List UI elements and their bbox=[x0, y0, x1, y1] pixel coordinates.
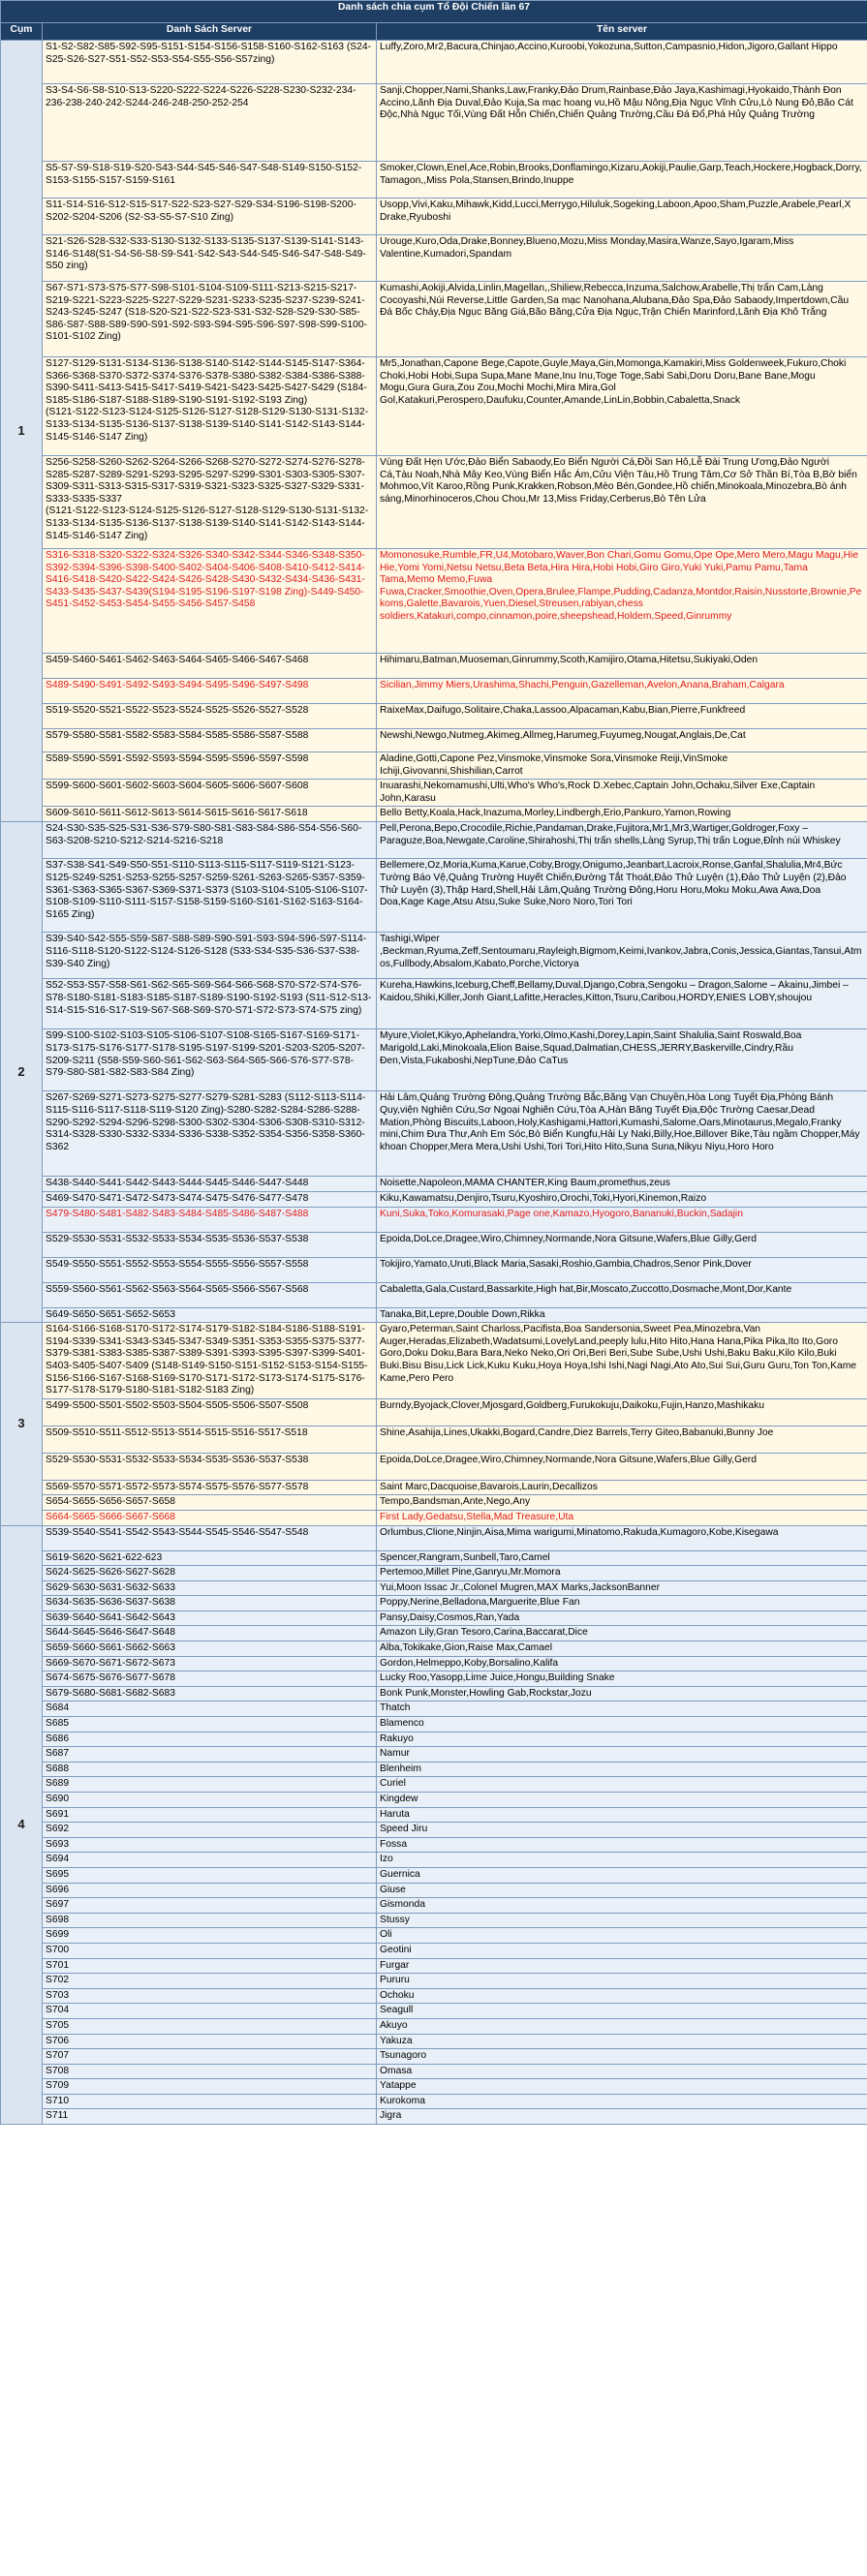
table-row bbox=[1, 1958, 867, 1974]
server-list-cell: S599-S600-S601-S602-S603-S604-S605-S606-S607-S608 bbox=[43, 780, 377, 807]
server-list-cell: S459-S460-S461-S462-S463-S464-S465-S466-S467-S468 bbox=[43, 654, 377, 679]
table-row bbox=[1, 1837, 867, 1853]
server-list-cell: S697 bbox=[43, 1898, 377, 1914]
table-row bbox=[1, 679, 867, 704]
server-name-cell: Aladine,Gotti,Capone Pez,Vinsmoke,Vinsmoke Sora,Vinsmoke Reiji,VinSmoke Ichiji,Givovanni,Shishilian,Carrot bbox=[377, 752, 867, 780]
server-name-cell: Poppy,Nerine,Belladona,Marguerite,Blue Fan bbox=[377, 1596, 867, 1611]
table-row bbox=[1, 1525, 867, 1550]
server-list-cell: S700 bbox=[43, 1943, 377, 1958]
server-name-cell: Myure,Violet,Kikyo,Aphelandra,Yorki,Olmo,Kashi,Dorey,Lapin,Saint Shalulia,Saint Roswald,Boa Marigold,Laki,Minokoala,Elion Baise,Squad,Dalmatian,CHESS,JERRY,Baskerville,Cindry,Rầu Đen,Vista,Fukaboshi,NepTune,Đảo CaTus bbox=[377, 1029, 867, 1091]
server-name-cell: Speed Jiru bbox=[377, 1823, 867, 1838]
server-name-cell: Namur bbox=[377, 1747, 867, 1763]
server-list-cell: S702 bbox=[43, 1974, 377, 1989]
table-row bbox=[1, 1777, 867, 1793]
server-list-cell: S489-S490-S491-S492-S493-S494-S495-S496-S497-S498 bbox=[43, 679, 377, 704]
server-list-cell: S529-S530-S531-S532-S533-S534-S535-S536-S537-S538 bbox=[43, 1453, 377, 1480]
server-name-cell: Rakuyo bbox=[377, 1732, 867, 1747]
table-row bbox=[1, 2094, 867, 2109]
server-list-cell: S690 bbox=[43, 1793, 377, 1808]
table-row bbox=[1, 1191, 867, 1207]
server-name-cell: Sanji,Chopper,Nami,Shanks,Law,Franky,Đảo Drum,Rainbase,Đảo Jaya,Kashimagi,Hyokaido,Thành Đon Accino,Lãnh Địa Duval,Đảo Kuja,Sa mạc hoang vu,Hồ Mậu Nông,Địa Ngục Vĩnh Cửu,Lò Nung Đỏ,Bão Cát Độc,Nhà Ngục Tối,Vùng Đất Hỗn Chiến,Chiến Quảng Trường,Cầu Đá Đổ,Phá Hủy Quảng Trường bbox=[377, 84, 867, 162]
server-name-cell: Geotini bbox=[377, 1943, 867, 1958]
server-list-cell: S639-S640-S641-S642-S643 bbox=[43, 1610, 377, 1626]
server-list-cell: S684 bbox=[43, 1702, 377, 1717]
server-name-cell: Gordon,Helmeppo,Koby,Borsalino,Kalifa bbox=[377, 1656, 867, 1671]
table-row bbox=[1, 1641, 867, 1657]
server-list-cell: S693 bbox=[43, 1837, 377, 1853]
table-row bbox=[1, 1177, 867, 1192]
server-name-cell: Saint Marc,Dacquoise,Bavarois,Laurin,Decallizos bbox=[377, 1480, 867, 1495]
server-list-cell: S539-S540-S541-S542-S543-S544-S545-S546-S547-S548 bbox=[43, 1525, 377, 1550]
server-name-cell: Mr5,Jonathan,Capone Bege,Capote,Guyle,Maya,Gin,Momonga,Kamakiri,Miss Goldenweek,Fukuro,Choki Choki,Hobi Hobi,Supa Supa,Mane Mane,Inu Inu,Toge Toge,Sabi Sabi,Doru Doru,Bane Bane,Mogu Mogu,Gura Gura,Zou Zou,Mochi Mochi,Mira Mira,Gol Gol,Katakuri,Perospero,Daufuku,Counter,Amande,LinLin,Bobbin,Cabaletta,Snack bbox=[377, 357, 867, 456]
server-list-cell: S438-S440-S441-S442-S443-S444-S445-S446-S447-S448 bbox=[43, 1177, 377, 1192]
server-list-cell: S519-S520-S521-S522-S523-S524-S525-S526-S527-S528 bbox=[43, 704, 377, 729]
table-row bbox=[1, 1853, 867, 1868]
server-name-cell: Amazon Lily,Gran Tesoro,Carina,Baccarat,Dice bbox=[377, 1626, 867, 1641]
table-row bbox=[1, 357, 867, 456]
server-list-cell: S691 bbox=[43, 1807, 377, 1823]
server-name-cell: Jigra bbox=[377, 2109, 867, 2125]
table-row bbox=[1, 729, 867, 752]
table-row bbox=[1, 282, 867, 357]
server-list-cell: S654-S655-S656-S657-S658 bbox=[43, 1495, 377, 1511]
table-row bbox=[1, 1495, 867, 1511]
table-row bbox=[1, 2109, 867, 2125]
table-row bbox=[1, 1626, 867, 1641]
table-row bbox=[1, 1610, 867, 1626]
server-name-cell: Cabaletta,Gala,Custard,Bassarkite,High hat,Bir,Moscato,Zuccotto,Dosmache,Mont,Dor,Kante bbox=[377, 1282, 867, 1307]
server-list-cell: S701 bbox=[43, 1958, 377, 1974]
server-list-cell: S37-S38-S41-S49-S50-S51-S110-S113-S115-S117-S119-S121-S123-S125-S249-S251-S253-S255-S257-S259-S261-S263-S265-S357-S359-S361-S363-S365-S367-S369-S371-S373 (S103-S104-S105-S106-S107-S108-S109-S110-S111-S157-S158-S159-S160-S161-S162-S163-S164-S165 Zing) bbox=[43, 859, 377, 933]
server-name-cell: Burndy,Byojack,Clover,Mjosgard,Goldberg,Furukokuju,Daikoku,Fujin,Hanzo,Mashikaku bbox=[377, 1398, 867, 1426]
server-name-cell: Newshi,Newgo,Nutmeg,Akimeg,Allmeg,Harumeg,Fuyumeg,Nougat,Anglais,De,Cat bbox=[377, 729, 867, 752]
server-list-cell: S703 bbox=[43, 1988, 377, 2004]
server-list-cell: S674-S675-S676-S677-S678 bbox=[43, 1671, 377, 1687]
server-list-cell: S689 bbox=[43, 1777, 377, 1793]
server-list-cell: S699 bbox=[43, 1928, 377, 1944]
server-list-cell: S659-S660-S661-S662-S663 bbox=[43, 1641, 377, 1657]
table-row bbox=[1, 1762, 867, 1777]
table-row bbox=[1, 1398, 867, 1426]
server-name-cell: Kureha,Hawkins,Iceburg,Cheff,Bellamy,Duval,Django,Cobra,Sengoku – Dragon,Salome – Akainu,Jimbei – Kaidou,Shiki,Killer,Jonh Giant,Lafitte,Heracles,Kitton,Tsuru,Caribou,HORDY,ENIES LOBY,shoujou bbox=[377, 979, 867, 1029]
table-row bbox=[1, 1550, 867, 1566]
server-list-cell: S39-S40-S42-S55-S59-S87-S88-S89-S90-S91-S93-S94-S96-S97-S114-S116-S118-S120-S122-S124-S126-S128 (S33-S34-S35-S36-S37-S38-S39-S40 Zing) bbox=[43, 933, 377, 979]
server-name-cell: Haruta bbox=[377, 1807, 867, 1823]
server-list-cell: S692 bbox=[43, 1823, 377, 1838]
server-list-cell: S549-S550-S551-S552-S553-S554-S555-S556-S557-S558 bbox=[43, 1257, 377, 1282]
server-name-cell: Inuarashi,Nekomamushi,Ulti,Who's Who's,Rock D.Xebec,Captain John,Ochaku,Silver Exe,Captain John,Karasu bbox=[377, 780, 867, 807]
server-name-cell: RaixeMax,Daifugo,Solitaire,Chaka,Lassoo,Alpacaman,Kabu,Bian,Pierre,Funkfreed bbox=[377, 704, 867, 729]
server-list-cell: S479-S480-S481-S482-S483-S484-S485-S486-S487-S488 bbox=[43, 1207, 377, 1232]
server-list-cell: S707 bbox=[43, 2049, 377, 2065]
table-row bbox=[1, 1510, 867, 1525]
server-list-cell: S711 bbox=[43, 2109, 377, 2125]
server-list-cell: S1-S2-S82-S85-S92-S95-S151-S154-S156-S158-S160-S162-S163 (S24-S25-S26-S27-S51-S52-S53-S54-S55-S56-S57zing) bbox=[43, 41, 377, 84]
server-list-cell: S694 bbox=[43, 1853, 377, 1868]
server-list-cell: S704 bbox=[43, 2004, 377, 2019]
server-name-cell: Guernica bbox=[377, 1867, 867, 1883]
server-name-cell: Fossa bbox=[377, 1837, 867, 1853]
table-row bbox=[1, 1943, 867, 1958]
server-name-cell: Kurokoma bbox=[377, 2094, 867, 2109]
table-row bbox=[1, 84, 867, 162]
server-name-cell: Shine,Asahija,Lines,Ukakki,Bogard,Candre,Diez Barrels,Terry Giteo,Babanuki,Bunny Joe bbox=[377, 1426, 867, 1453]
table-row bbox=[1, 1732, 867, 1747]
table-row bbox=[1, 933, 867, 979]
server-name-cell: Curiel bbox=[377, 1777, 867, 1793]
server-name-cell: Pell,Perona,Bepo,Crocodile,Richie,Pandaman,Drake,Fujitora,Mr1,Mr3,Wartiger,Goldroger,Foxy – Paraguze,Boa,Newgate,Caroline,Shirahoshi,Thị trấn shells,Làng Syrup,Thị trấn Logue,Đỉnh núi Whiskey bbox=[377, 822, 867, 859]
server-list-cell: S634-S635-S636-S637-S638 bbox=[43, 1596, 377, 1611]
server-list-cell: S469-S470-S471-S472-S473-S474-S475-S476-S477-S478 bbox=[43, 1191, 377, 1207]
server-list-cell: S688 bbox=[43, 1762, 377, 1777]
table-row bbox=[1, 1913, 867, 1928]
server-list-cell: S509-S510-S511-S512-S513-S514-S515-S516-S517-S518 bbox=[43, 1426, 377, 1453]
server-name-cell: Omasa bbox=[377, 2064, 867, 2079]
server-name-cell: First Lady,Gedatsu,Stella,Mad Treasure,Uta bbox=[377, 1510, 867, 1525]
server-list-cell: S21-S26-S28-S32-S33-S130-S132-S133-S135-S137-S139-S141-S143-S146-S148(S1-S4-S6-S8-S9-S41-S42-S43-S44-S45-S46-S47-S48-S49-S50 zing) bbox=[43, 235, 377, 282]
table-row bbox=[1, 1566, 867, 1581]
table-row bbox=[1, 1596, 867, 1611]
server-list-cell: S529-S530-S531-S532-S533-S534-S535-S536-S537-S538 bbox=[43, 1232, 377, 1257]
table-row bbox=[1, 199, 867, 235]
table-row bbox=[1, 2079, 867, 2095]
server-name-cell: Thatch bbox=[377, 1702, 867, 1717]
server-list-cell: S664-S665-S666-S667-S668 bbox=[43, 1510, 377, 1525]
server-name-cell: Stussy bbox=[377, 1913, 867, 1928]
server-name-cell: Smoker,Clown,Enel,Ace,Robin,Brooks,Donflamingo,Kizaru,Aokiji,Paulie,Garp,Teach,Hockere,Hogback,Dorry,Tamagon,,Miss Pola,Stansen,Brindo,Inuppe bbox=[377, 162, 867, 199]
server-name-cell: Bello Betty,Koala,Hack,Inazuma,Morley,Lindbergh,Erio,Pankuro,Yamon,Rowing bbox=[377, 807, 867, 822]
server-list-cell: S679-S680-S681-S682-S683 bbox=[43, 1686, 377, 1702]
server-name-cell: Vùng Đất Hẹn Ước,Đảo Biển Sabaody,Eo Biển Người Cá,Đồi San Hô,Lễ Đài Trung Ương,Đảo Người Cá,Tàu Noah,Nhà Mây Keo,Vùng Biển Hắc Ám,Cửu Viện Tàu,Hồ Trung Tâm,Cơ Sở Thần Bí,Tòa B,Bờ biển Mohmoo,Vít Karoo,Rồng Punk,Krakken,Robson,Mèo Bén,Gondee,Hồ chiến,Minokoala,Minozebra,Bò ánh sáng,Minorhinoceros,Chou Chou,Mr 13,Miss Friday,Cerberus,Bò Tên Lửa bbox=[377, 456, 867, 549]
table-row bbox=[1, 1426, 867, 1453]
server-list-cell: S11-S14-S16-S12-S15-S17-S22-S23-S27-S29-S34-S196-S198-S200-S202-S204-S206 (S2-S3-S5-S7-S10 Zing) bbox=[43, 199, 377, 235]
table-row bbox=[1, 807, 867, 822]
server-list-cell: S708 bbox=[43, 2064, 377, 2079]
table-row bbox=[1, 1867, 867, 1883]
server-name-cell: Tanaka,Bit,Lepre,Double Down,Rikka bbox=[377, 1307, 867, 1323]
table-row bbox=[1, 456, 867, 549]
table-row bbox=[1, 549, 867, 654]
server-name-cell: Epoida,DoLce,Dragee,Wiro,Chimney,Normande,Nora Gitsune,Wafers,Blue Gilly,Gerd bbox=[377, 1232, 867, 1257]
table-row bbox=[1, 1480, 867, 1495]
server-name-cell: Izo bbox=[377, 1853, 867, 1868]
server-name-cell: Yui,Moon Issac Jr.,Colonel Mugren,MAX Marks,JacksonBanner bbox=[377, 1580, 867, 1596]
table-row bbox=[1, 1823, 867, 1838]
table-row bbox=[1, 1207, 867, 1232]
table-row bbox=[1, 1988, 867, 2004]
server-list-cell: S669-S670-S671-S672-S673 bbox=[43, 1656, 377, 1671]
cluster-number: 3 bbox=[1, 1323, 43, 1525]
cluster-number: 1 bbox=[1, 41, 43, 822]
server-list-cell: S164-S166-S168-S170-S172-S174-S179-S182-S184-S186-S188-S191-S194-S339-S341-S343-S345-S347-S349-S351-S353-S355-S375-S377-S379-S381-S383-S385-S387-S389-S391-S393-S395-S397-S399-S401-S403-S405-S407-S409 (S148-S149-S150-S151-S152-S153-S154-S155-S156-S166-S167-S168-S169-S170-S171-S172-S173-S174-S175-S176-S177-S178-S179-S180-S181-S182-S183 Zing) bbox=[43, 1323, 377, 1399]
table-row bbox=[1, 1656, 867, 1671]
cluster-number: 4 bbox=[1, 1525, 43, 2125]
table-row bbox=[1, 41, 867, 84]
server-list-cell: S619-S620-S621-622-623 bbox=[43, 1550, 377, 1566]
server-list-cell: S5-S7-S9-S18-S19-S20-S43-S44-S45-S46-S47-S48-S149-S150-S152-S153-S155-S157-S159-S161 bbox=[43, 162, 377, 199]
server-name-cell: Kuni,Suka,Toko,Komurasaki,Page one,Kamazo,Hyogoro,Bananuki,Buckin,Sadajin bbox=[377, 1207, 867, 1232]
server-name-cell: Spencer,Rangram,Sunbell,Taro,Camel bbox=[377, 1550, 867, 1566]
server-name-cell: Orlumbus,Clione,Ninjin,Aisa,Mima warigumi,Minatomo,Rakuda,Kumagoro,Kobe,Kisegawa bbox=[377, 1525, 867, 1550]
table-row bbox=[1, 979, 867, 1029]
server-name-cell: Noisette,Napoleon,MAMA CHANTER,King Baum,promethus,zeus bbox=[377, 1177, 867, 1192]
server-name-cell: Kiku,Kawamatsu,Denjiro,Tsuru,Kyoshiro,Orochi,Toki,Hyori,Kinemon,Raizo bbox=[377, 1191, 867, 1207]
server-name-cell: Lucky Roo,Yasopp,Lime Juice,Hongu,Building Snake bbox=[377, 1671, 867, 1687]
table-row bbox=[1, 1717, 867, 1733]
server-name-cell: Luffy,Zoro,Mr2,Bacura,Chinjao,Accino,Kuroobi,Yokozuna,Sutton,Campasnio,Hidon,Jigoro,Gallant Hippo bbox=[377, 41, 867, 84]
header-cluster: Cụm bbox=[1, 23, 43, 41]
table-row bbox=[1, 2018, 867, 2034]
cluster-number: 2 bbox=[1, 822, 43, 1323]
table-row bbox=[1, 752, 867, 780]
server-name-cell: Kumashi,Aokiji,Alvida,Linlin,Magellan,,Shiliew,Rebecca,Inzuma,Salchow,Arabelle,Thị trấn Cam,Làng Cocoyashi,Núi Reverse,Little Garden,Sa mạc Nanohana,Alubana,Đảo Spa,Đảo Sabaody,Impertdown,Cầu Đá Bốc Cháy,Địa Ngục Băng Giá,Bão Băng,Cửa Địa Ngục,Trận Chiến Marinford,Lãnh Địa Khô Trắng bbox=[377, 282, 867, 357]
server-name-cell: Tempo,Bandsman,Ante,Nego,Any bbox=[377, 1495, 867, 1511]
server-name-cell: Bellemere,Oz,Moria,Kuma,Karue,Coby,Brogy,Onigumo,Jeanbart,Lacroix,Ronse,Ganfal,Shalulia,Mr4,Bức Tường Báo Vệ,Quảng Trường Huyết Chiến,Đường Tắt Thoát,Đảo Thử Luyện (1),Đảo Thử Luyện (2),Đảo Thử Luyện (3),Thập Hard,Shell,Hải Lâm,Quảng Trường Đông,Horu Horu,Moku Moku,Awa Awa,Doa Doa,Kage Kage,Atsu Atsu,Suke Suke,Noro Noro,Tori Tori bbox=[377, 859, 867, 933]
server-name-cell: Momonosuke,Rumble,FR,U4,Motobaro,Waver,Bon Chari,Gomu Gomu,Ope Ope,Mero Mero,Magu Magu,Hie Hie,Yomi Yomi,Netsu Netsu,Beta Beta,Hira Hira,Hobi Hobi,Giro Giro,Yuki Yuki,Pamu Pamu,Tama Tama,Memo Memo,Fuwa Fuwa,Cracker,Smoothie,Oven,Opera,Brulee,Flampe,Pudding,Cadanza,Montdor,Raisin,Nusstorte,Brownie,Pekoms,Galette,Bavarois,Yuen,Diesel,Streusen,rabiyan,chess soldiers,Katakuri,compo,cinnamon,poire,sheepshead,Holdem,Speed,Ginrummy bbox=[377, 549, 867, 654]
table-row bbox=[1, 162, 867, 199]
server-list-cell: S316-S318-S320-S322-S324-S326-S340-S342-S344-S346-S348-S350-S392-S394-S396-S398-S400-S402-S404-S406-S408-S410-S412-S414-S416-S418-S420-S422-S424-S426-S428-S430-S432-S434-S436-S431-S433-S435-S437-S439(S194-S195-S196-S197-S198 Zing)-S449-S450-S451-S452-S453-S454-S455-S456-S457-S458 bbox=[43, 549, 377, 654]
server-name-cell: Blenheim bbox=[377, 1762, 867, 1777]
table-row bbox=[1, 1974, 867, 1989]
table-row bbox=[1, 1257, 867, 1282]
server-list-cell: S67-S71-S73-S75-S77-S98-S101-S104-S109-S111-S213-S215-S217-S219-S221-S223-S225-S227-S229-S231-S233-S235-S237-S239-S241-S243-S245-S247 (S18-S20-S21-S22-S23-S31-S32-S28-S29-S30-S85-S86-S87-S88-S89-S90-S91-S92-S93-S94-S95-S96-S97-S98-S99-S100-S101-S102 Zing) bbox=[43, 282, 377, 357]
table-row bbox=[1, 1898, 867, 1914]
server-list-cell: S267-S269-S271-S273-S275-S277-S279-S281-S283 (S112-S113-S114-S115-S116-S117-S118-S119-S120 Zing)-S280-S282-S284-S286-S288-S290-S292-S294-S296-S298-S300-S302-S304-S306-S308-S310-S312-S314-S328-S330-S332-S334-S336-S338-S352-S354-S356-S358-S360-S362 bbox=[43, 1091, 377, 1177]
table-row bbox=[1, 2064, 867, 2079]
server-name-cell: Oli bbox=[377, 1928, 867, 1944]
server-list-cell: S24-S30-S35-S25-S31-S36-S79-S80-S81-S83-S84-S86-S54-S56-S60-S63-S208-S210-S212-S214-S216-S218 bbox=[43, 822, 377, 859]
table-row bbox=[1, 1686, 867, 1702]
server-name-cell: Seagull bbox=[377, 2004, 867, 2019]
table-row bbox=[1, 704, 867, 729]
server-list-cell: S696 bbox=[43, 1883, 377, 1898]
table-row bbox=[1, 859, 867, 933]
server-name-cell: Bonk Punk,Monster,Howling Gab,Rockstar,Jozu bbox=[377, 1686, 867, 1702]
document-title: Danh sách chia cụm Tổ Đội Chiến lần 67 bbox=[1, 1, 867, 23]
server-list-cell: S99-S100-S102-S103-S105-S106-S107-S108-S165-S167-S169-S171-S173-S175-S176-S177-S178-S195-S197-S199-S201-S203-S205-S207-S209-S211 (S58-S59-S60-S61-S62-S63-S64-S65-S66-S76-S77-S78-S79-S80-S81-S82-S83-S84 Zing) bbox=[43, 1029, 377, 1091]
server-name-cell: Gyaro,Peterman,Saint Charloss,Pacifista,Boa Sandersonia,Sweet Pea,Minozebra,Van Auger,Heradas,Elizabeth,Wadatsumi,LovelyLand,peeply lulu,Hito Hito,Hana Hana,Pika Pika,Ito Ito,Goro Goro,Doku Doku,Bara Bara,Neko Neko,Ori Ori,Beri Beri,Sube Sube,Ushi Ushi,Baku Baku,Kilo Kilo,Buki Buki.Bisu Bisu,Lick Lick,Kuku Kuku,Hoya Hoya,Ishi Ishi,Nagi Nagi,Ato Ato,Sui Sui,Guru Guru,Ton Ton,Kame Kame,Pero Pero bbox=[377, 1323, 867, 1399]
table-row bbox=[1, 1671, 867, 1687]
server-name-cell: Blamenco bbox=[377, 1717, 867, 1733]
server-name-cell: Furgar bbox=[377, 1958, 867, 1974]
table-row bbox=[1, 654, 867, 679]
table-row bbox=[1, 1232, 867, 1257]
server-name-cell: Usopp,Vivi,Kaku,Mihawk,Kidd,Lucci,Merrygo,Hiluluk,Sogeking,Laboon,Apoo,Sham,Puzzle,Arabele,Pearl,X Drake,Ryuboshi bbox=[377, 199, 867, 235]
header-servers: Danh Sách Server bbox=[43, 23, 377, 41]
server-list-cell: S569-S570-S571-S572-S573-S574-S575-S576-S577-S578 bbox=[43, 1480, 377, 1495]
server-list-cell: S609-S610-S611-S612-S613-S614-S615-S616-S617-S618 bbox=[43, 807, 377, 822]
server-name-cell: Kingdew bbox=[377, 1793, 867, 1808]
table-row bbox=[1, 1580, 867, 1596]
table-row bbox=[1, 235, 867, 282]
server-name-cell: Alba,Tokikake,Gion,Raise Max,Camael bbox=[377, 1641, 867, 1657]
server-list-cell: S687 bbox=[43, 1747, 377, 1763]
server-name-cell: Tsunagoro bbox=[377, 2049, 867, 2065]
server-name-cell: Pururu bbox=[377, 1974, 867, 1989]
server-name-cell: Urouge,Kuro,Oda,Drake,Bonney,Blueno,Mozu,Miss Monday,Masira,Wanze,Sayo,Igaram,Miss Valentine,Kumadori,Spandam bbox=[377, 235, 867, 282]
server-name-cell: Pansy,Daisy,Cosmos,Ran,Yada bbox=[377, 1610, 867, 1626]
server-name-cell: Epoida,DoLce,Dragee,Wiro,Chimney,Normande,Nora Gitsune,Wafers,Blue Gilly,Gerd bbox=[377, 1453, 867, 1480]
server-list-cell: S559-S560-S561-S562-S563-S564-S565-S566-S567-S568 bbox=[43, 1282, 377, 1307]
table-row bbox=[1, 2049, 867, 2065]
server-name-cell: Tashigi,Wiper ,Beckman,Ryuma,Zeff,Sentoumaru,Rayleigh,Bigmom,Keimi,Ivankov,Jabra,Conis,Jessica,Giantas,Tansui,Atmos,Fullbody,Absalom,Kabato,Porche,Victorya bbox=[377, 933, 867, 979]
header-names: Tên server bbox=[377, 23, 867, 41]
server-name-cell: Hải Lâm,Quảng Trường Đông,Quảng Trường Bắc,Băng Vạn Chuyền,Hòa Long Tuyết Địa,Phòng Bánh Quy,viện Nghiên Cứu,Sơ Ngoại Nghiên Cứu,Tòa A,Hàn Băng Tuyết Địa,Độc Trường Caesar,Dead Mation,Phòng Biscuits,Laboon,Holy,Kashigami,Hattori,Kumashi,Salome,Oars,Minotaurus,Megalo,Franky mini,Chim Đưa Thư,Anh Em Sóc,Bò Biển Kungfu,Hải Ly Naki,Billy,Hoe,Billover Bike,Tàu ngầm Chopper,Máy khoan Chopper,Mera Mera,Ushi Ushi,Tori Tori,Hito Hito,Suna Suna,Nikyu Niyu,Horo Horo bbox=[377, 1091, 867, 1177]
table-row bbox=[1, 1793, 867, 1808]
table-row bbox=[1, 1702, 867, 1717]
table-row bbox=[1, 1282, 867, 1307]
server-list-cell: S706 bbox=[43, 2034, 377, 2049]
table-row bbox=[1, 1307, 867, 1323]
table-row bbox=[1, 1029, 867, 1091]
server-list-cell: S624-S625-S626-S627-S628 bbox=[43, 1566, 377, 1581]
table-row bbox=[1, 2004, 867, 2019]
table-row bbox=[1, 780, 867, 807]
server-list-cell: S499-S500-S501-S502-S503-S504-S505-S506-S507-S508 bbox=[43, 1398, 377, 1426]
server-name-cell: Tokijiro,Yamato,Uruti,Black Maria,Sasaki,Roshio,Gambia,Chadros,Senor Pink,Dover bbox=[377, 1257, 867, 1282]
table-row bbox=[1, 1323, 867, 1399]
server-list-cell: S256-S258-S260-S262-S264-S266-S268-S270-S272-S274-S276-S278-S285-S287-S289-S291-S293-S295-S297-S299-S301-S303-S305-S307-S309-S311-S313-S315-S317-S319-S321-S323-S325-S327-S329-S331-S333-S335-S337 (S121-S122-S123-S124-S125-S126-S127-S128-S129-S130-S131-S132-S133-S134-S135-S136-S137-S138-S139-S140-S141-S142-S143-S144-S145-S146-S147 Zing) bbox=[43, 456, 377, 549]
server-name-cell: Yakuza bbox=[377, 2034, 867, 2049]
server-name-cell: Hihimaru,Batman,Muoseman,Ginrummy,Scoth,Kamijiro,Otama,Hitetsu,Sukiyaki,Oden bbox=[377, 654, 867, 679]
server-list-cell: S695 bbox=[43, 1867, 377, 1883]
server-list-cell: S709 bbox=[43, 2079, 377, 2095]
table-row bbox=[1, 2034, 867, 2049]
server-list-cell: S686 bbox=[43, 1732, 377, 1747]
server-list-cell: S127-S129-S131-S134-S136-S138-S140-S142-S144-S145-S147-S364-S366-S368-S370-S372-S374-S376-S378-S380-S382-S384-S386-S388-S390-S411-S413-S415-S417-S419-S421-S423-S425-S427-S429 (S184-S185-S186-S187-S188-S189-S190-S191-S192-S193 Zing) (S121-S122-S123-S124-S125-S126-S127-S128-S129-S130-S131-S132-S133-S134-S135-S136-S137-S138-S139-S140-S141-S142-S143-S144-S145-S146-S147 Zing) bbox=[43, 357, 377, 456]
table-row bbox=[1, 1091, 867, 1177]
table-row bbox=[1, 1928, 867, 1944]
server-list-cell: S649-S650-S651-S652-S653 bbox=[43, 1307, 377, 1323]
server-list-cell: S3-S4-S6-S8-S10-S13-S220-S222-S224-S226-S228-S230-S232-234-236-238-240-242-S244-246-248-250-252-254 bbox=[43, 84, 377, 162]
server-name-cell: Akuyo bbox=[377, 2018, 867, 2034]
server-list-cell: S589-S590-S591-S592-S593-S594-S595-S596-S597-S598 bbox=[43, 752, 377, 780]
server-list-cell: S52-S53-S57-S58-S61-S62-S65-S69-S64-S66-S68-S70-S72-S74-S76-S78-S180-S181-S183-S185-S187-S189-S190-S192-S193 (S11-S12-S13-S14-S15-S16-S17-S19-S67-S68-S69-S70-S71-S72-S73-S74-S75 zing) bbox=[43, 979, 377, 1029]
table-row bbox=[1, 1883, 867, 1898]
server-name-cell: Yatappe bbox=[377, 2079, 867, 2095]
server-list-cell: S579-S580-S581-S582-S583-S584-S585-S586-S587-S588 bbox=[43, 729, 377, 752]
table-row bbox=[1, 1807, 867, 1823]
table-row bbox=[1, 1747, 867, 1763]
server-list-cell: S705 bbox=[43, 2018, 377, 2034]
server-name-cell: Gismonda bbox=[377, 1898, 867, 1914]
server-list-cell: S710 bbox=[43, 2094, 377, 2109]
server-name-cell: Pertemoo,Millet Pine,Ganryu,Mr.Momora bbox=[377, 1566, 867, 1581]
server-list-cell: S698 bbox=[43, 1913, 377, 1928]
server-name-cell: Giuse bbox=[377, 1883, 867, 1898]
table-row bbox=[1, 822, 867, 859]
server-name-cell: Sicilian,Jimmy Miers,Urashima,Shachi,Penguin,Gazelleman,Avelon,Anana,Braham,Calgara bbox=[377, 679, 867, 704]
server-name-cell: Ochoku bbox=[377, 1988, 867, 2004]
server-list-cell: S685 bbox=[43, 1717, 377, 1733]
server-list-cell: S629-S630-S631-S632-S633 bbox=[43, 1580, 377, 1596]
table-row bbox=[1, 1453, 867, 1480]
server-list-cell: S644-S645-S646-S647-S648 bbox=[43, 1626, 377, 1641]
